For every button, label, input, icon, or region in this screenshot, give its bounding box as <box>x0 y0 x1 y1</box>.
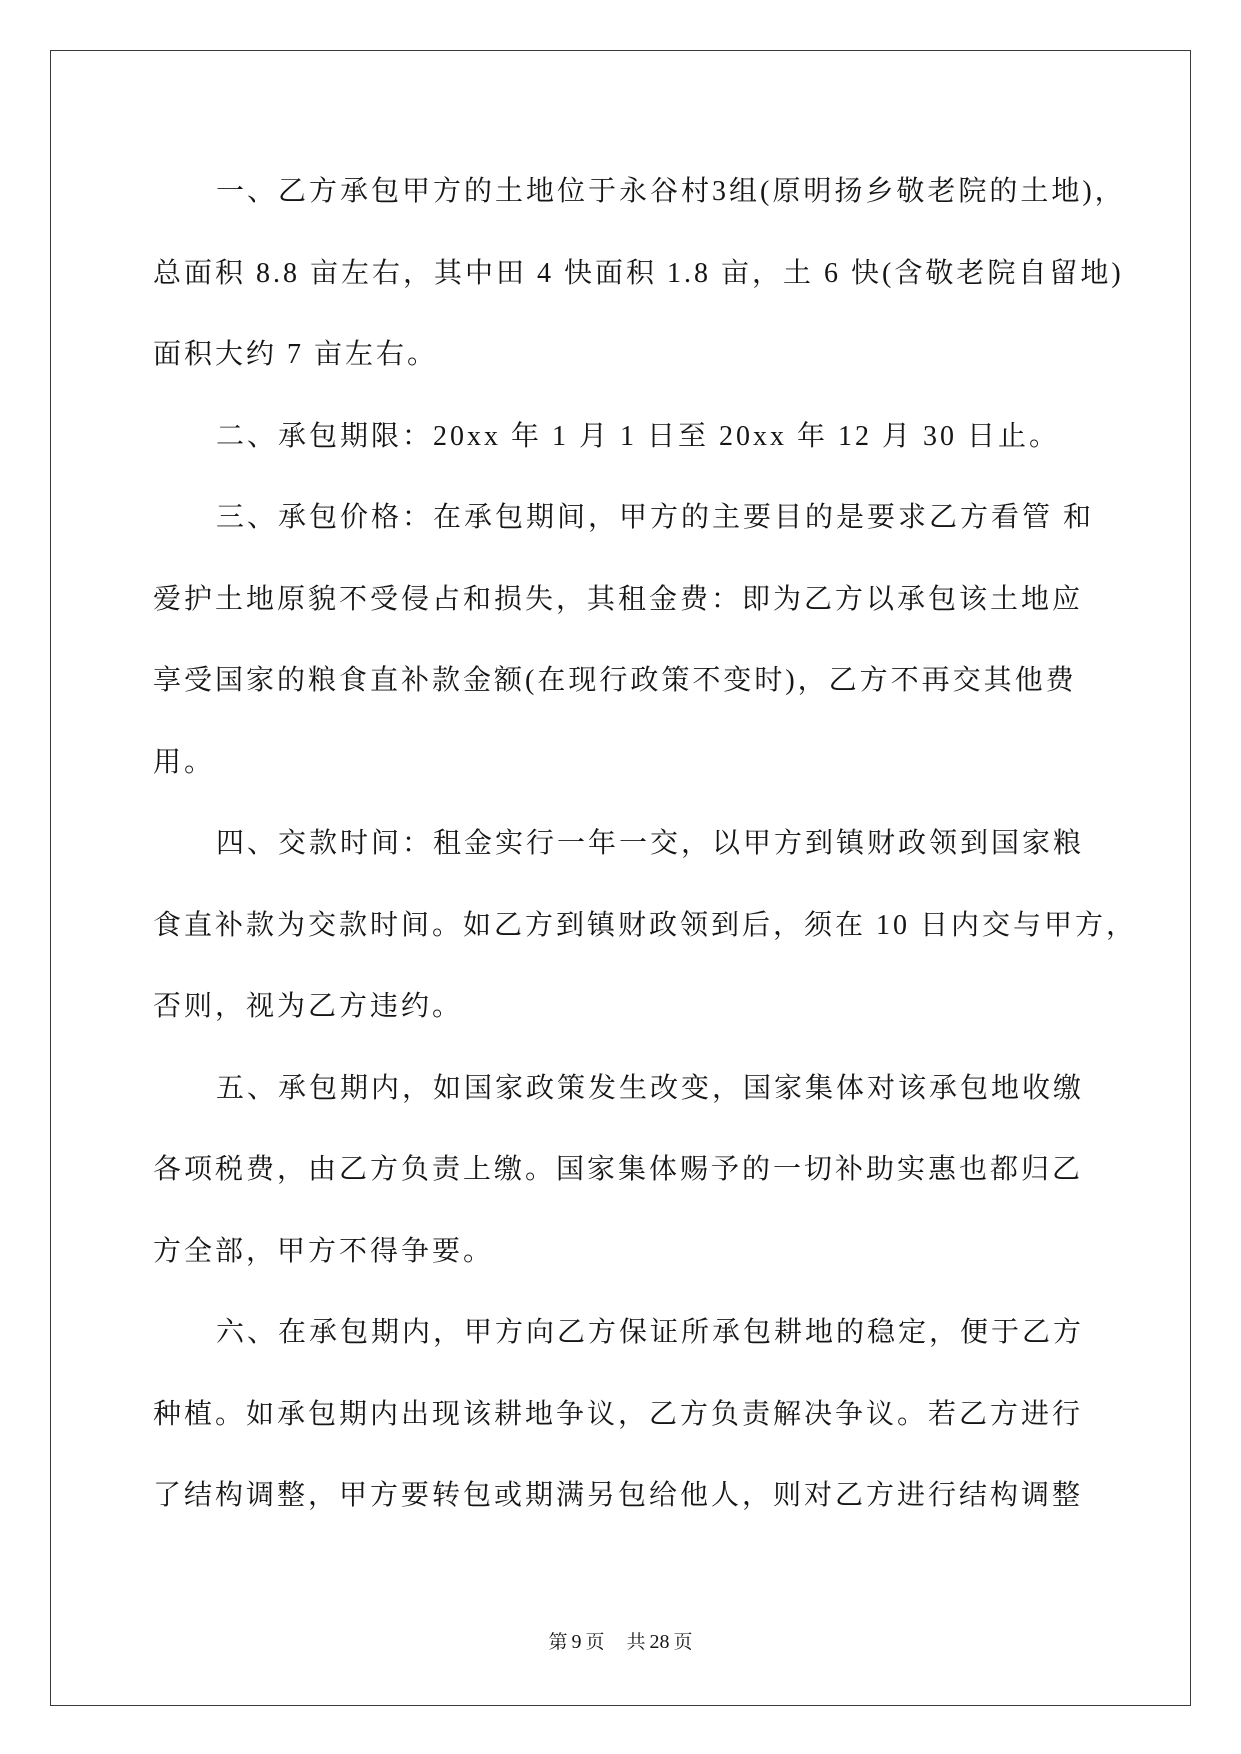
paragraph-line: 五、承包期内，如国家政策发生改变，国家集体对该承包地收缴 <box>216 1072 1085 1104</box>
paragraph-line: 爱护土地原貌不受侵占和损失，其租金费：即为乙方以承包该土地应 <box>153 583 1084 615</box>
paragraph-line: 否则，视为乙方违约。 <box>153 991 464 1022</box>
page-number-suffix: 页 <box>585 1632 605 1653</box>
clause-6 <box>153 1292 1153 1537</box>
paragraph-line: 享受国家的粮食直补款金额(在现行政策不变时)，乙方不再交其他费 <box>153 665 1077 696</box>
page-footer <box>0 1629 1241 1656</box>
total-pages-prefix: 共 <box>626 1632 646 1653</box>
clause-1 <box>153 151 1153 396</box>
paragraph-line: 各项税费，由乙方负责上缴。国家集体赐予的一切补助实惠也都归乙 <box>153 1154 1084 1185</box>
paragraph-line: 四、交款时间：租金实行一年一交，以甲方到镇财政领到国家粮 <box>216 828 1085 859</box>
paragraph-line: 一、乙方承包甲方的土地位于永谷村3组(原明扬乡敬老院的土地)， <box>216 176 1126 207</box>
total-pages-suffix: 页 <box>673 1632 693 1653</box>
paragraph-line: 食直补款为交款时间。如乙方到镇财政领到后，须在 10 日内交与甲方， <box>153 909 1138 941</box>
clause-2 <box>153 396 1153 478</box>
page-number: 9 <box>571 1631 582 1653</box>
paragraph-line: 总面积 8.8 亩左右，其中田 4 快面积 1.8 亩，土 6 快(含敬老院自留地) <box>153 257 1124 289</box>
paragraph-line: 三、承包价格：在承包期间，甲方的主要目的是要求乙方看管 和 <box>216 502 1095 533</box>
clause-3 <box>153 477 1153 803</box>
paragraph-line: 二、承包期限：20xx 年 1 月 1 日至 20xx 年 12 月 30 日止。 <box>216 420 1061 452</box>
clause-5 <box>153 1048 1153 1293</box>
paragraph-line: 用。 <box>153 746 216 778</box>
paragraph-line: 方全部，甲方不得争要。 <box>153 1235 495 1267</box>
paragraph-line: 种植。如承包期内出现该耕地争议，乙方负责解决争议。若乙方进行 <box>153 1398 1084 1430</box>
paragraph-line: 了结构调整，甲方要转包或期满另包给他人，则对乙方进行结构调整 <box>153 1480 1084 1511</box>
total-pages: 28 <box>649 1631 670 1653</box>
document-body <box>153 151 1153 1537</box>
page-number-prefix: 第 <box>548 1632 568 1653</box>
paragraph-line: 面积大约 7 亩左右。 <box>153 339 439 370</box>
clause-4 <box>153 803 1153 1048</box>
paragraph-line: 六、在承包期内，甲方向乙方保证所承包耕地的稳定，便于乙方 <box>216 1317 1085 1348</box>
